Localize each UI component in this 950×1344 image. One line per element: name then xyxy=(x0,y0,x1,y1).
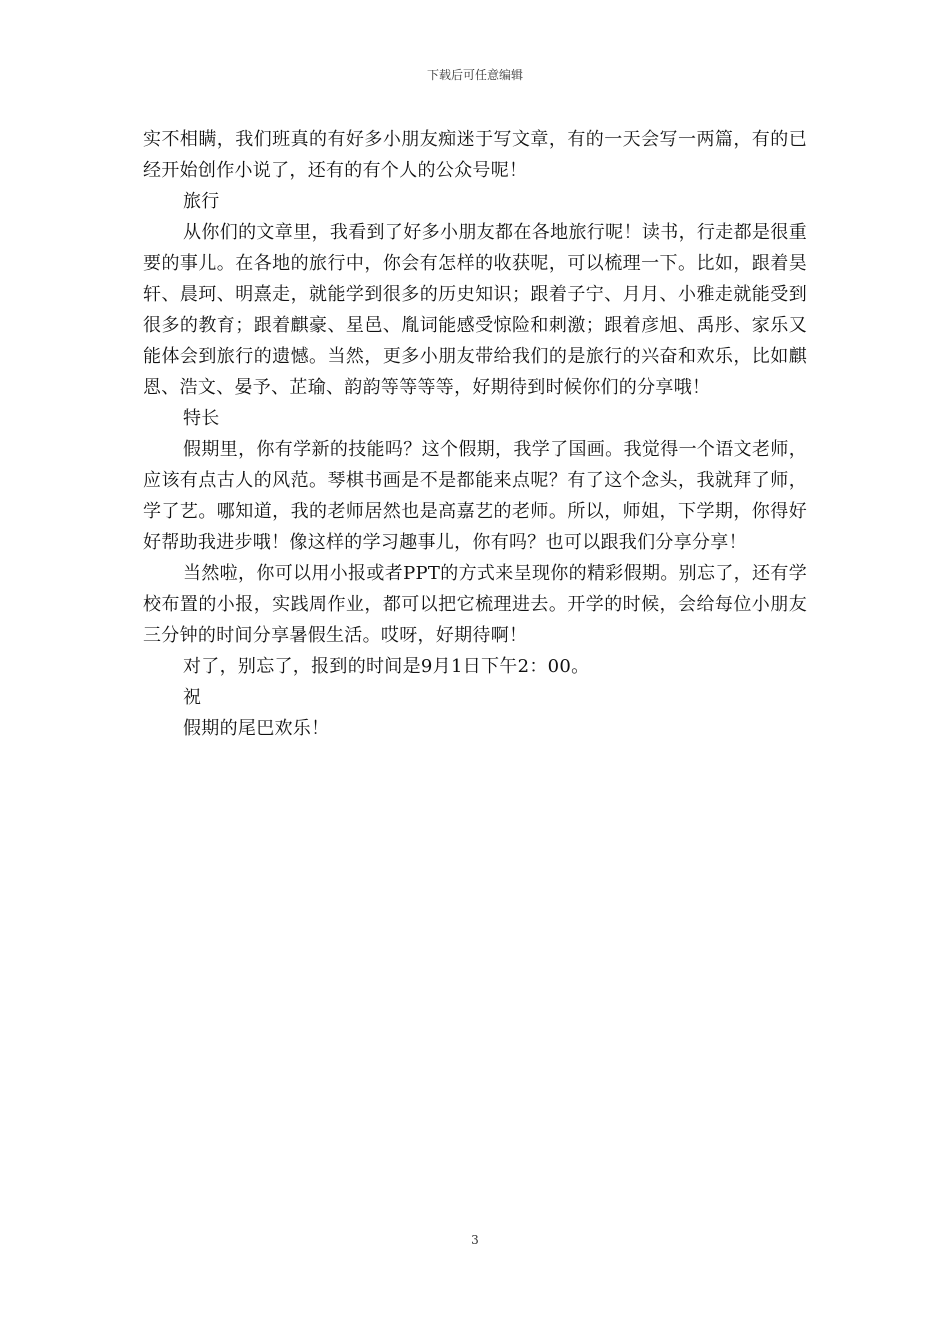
document-body xyxy=(143,124,807,744)
paragraph-writing: 实不相瞒，我们班真的有好多小朋友痴迷于写文章，有的一天会写一两篇，有的已经开始创作小说了，还有的有个人的公众号呢！ xyxy=(143,129,807,181)
closing-wish: 祝 xyxy=(183,687,202,708)
paragraph-skills: 假期里，你有学新的技能吗？这个假期，我学了国画。我觉得一个语文老师，应该有点古人的风范。琴棋书画是不是都能来点呢？有了这个念头，我就拜了师，学了艺。哪知道，我的老师居然也是高嘉艺的老师。所以，师姐，下学期，你得好好帮助我进步哦！像这样的学习趣事儿，你有吗？也可以跟我们分享分享！ xyxy=(143,439,807,553)
paragraph-presentation: 当然啦，你可以用小报或者PPT的方式来呈现你的精彩假期。别忘了，还有学校布置的小报，实践周作业，都可以把它梳理进去。开学的时候，会给每位小朋友三分钟的时间分享暑假生活。哎呀，好期待啊！ xyxy=(143,563,807,646)
closing-blessing: 假期的尾巴欢乐！ xyxy=(183,718,330,739)
page-number: 3 xyxy=(471,1233,479,1247)
paragraph-report-time: 对了，别忘了，报到的时间是9月1日下午2：00。 xyxy=(183,656,590,677)
section-heading-skills: 特长 xyxy=(183,408,220,429)
page-header: 下载后可任意编辑 xyxy=(426,68,523,82)
section-heading-travel: 旅行 xyxy=(183,191,220,212)
paragraph-travel: 从你们的文章里，我看到了好多小朋友都在各地旅行呢！读书，行走都是很重要的事儿。在各地的旅行中，你会有怎样的收获呢，可以梳理一下。比如，跟着昊轩、晨珂、明熹走，就能学到很多的历史知识；跟着子宁、月月、小雅走就能受到很多的教育；跟着麒豪、星邑、胤词能感受惊险和刺激；跟着彦旭、禹彤、家乐又能体会到旅行的遗憾。当然，更多小朋友带给我们的是旅行的兴奋和欢乐，比如麒恩、浩文、晏予、芷瑜、韵韵等等等等，好期待到时候你们的分享哦！ xyxy=(143,222,807,398)
